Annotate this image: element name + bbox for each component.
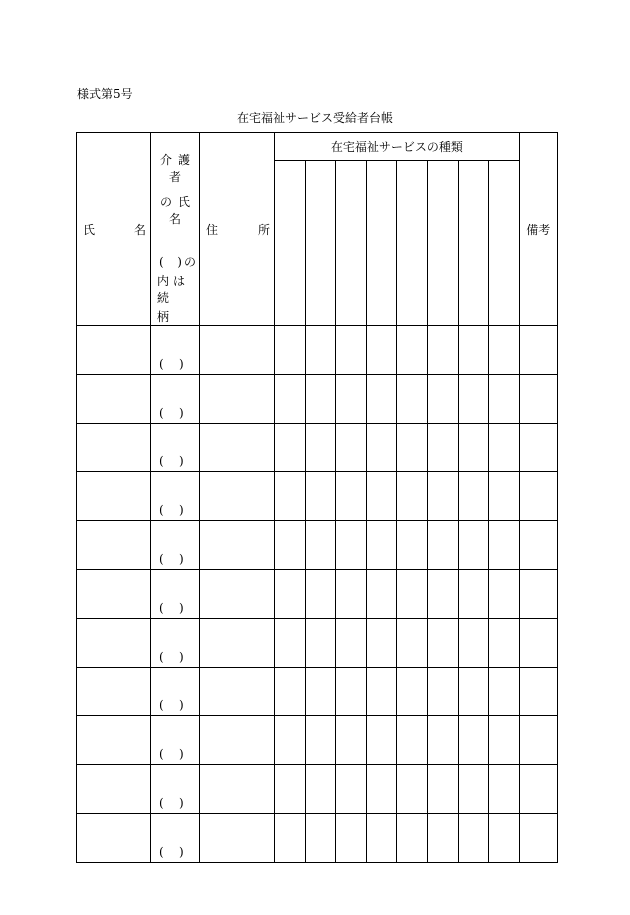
caregiver-header-line-1: 介護者 xyxy=(159,153,196,184)
remarks-cell[interactable] xyxy=(519,765,557,814)
name-cell[interactable] xyxy=(77,667,151,716)
service-cell[interactable] xyxy=(427,374,458,423)
service-cell[interactable] xyxy=(458,765,489,814)
caregiver-cell[interactable] xyxy=(151,618,200,667)
address-cell[interactable] xyxy=(200,521,275,570)
service-type-cell xyxy=(336,161,367,326)
relationship-parentheses: ( ) xyxy=(159,698,184,713)
service-cell[interactable] xyxy=(458,423,489,472)
remarks-header: 備考 xyxy=(519,133,557,326)
service-cell[interactable] xyxy=(305,423,336,472)
service-cell[interactable] xyxy=(397,765,428,814)
service-cell[interactable] xyxy=(397,813,428,862)
remarks-cell[interactable] xyxy=(519,326,557,375)
caregiver-header-line-2: の氏名 xyxy=(159,195,196,226)
service-cell[interactable] xyxy=(275,618,306,667)
caregiver-cell[interactable] xyxy=(151,521,200,570)
service-cell[interactable] xyxy=(366,618,397,667)
remarks-cell[interactable] xyxy=(519,472,557,521)
service-cell[interactable] xyxy=(489,374,520,423)
service-cell[interactable] xyxy=(305,716,336,765)
name-cell[interactable] xyxy=(77,521,151,570)
service-cell[interactable] xyxy=(427,521,458,570)
service-cell[interactable] xyxy=(458,813,489,862)
service-cell[interactable] xyxy=(397,569,428,618)
name-cell[interactable] xyxy=(77,716,151,765)
address-header-char-1: 住 xyxy=(206,222,219,237)
service-cell[interactable] xyxy=(458,716,489,765)
service-cell[interactable] xyxy=(489,326,520,375)
service-cell[interactable] xyxy=(336,618,367,667)
table-row xyxy=(77,618,558,667)
address-cell[interactable] xyxy=(200,569,275,618)
service-cell[interactable] xyxy=(305,667,336,716)
service-cell[interactable] xyxy=(275,326,306,375)
address-cell[interactable] xyxy=(200,326,275,375)
caregiver-header-line-4: 内は続 xyxy=(157,274,190,305)
relationship-parentheses: ( ) xyxy=(159,503,184,518)
remarks-cell[interactable] xyxy=(519,716,557,765)
service-cell[interactable] xyxy=(275,716,306,765)
service-cell[interactable] xyxy=(427,813,458,862)
service-cell[interactable] xyxy=(489,618,520,667)
service-cell[interactable] xyxy=(305,374,336,423)
relationship-parentheses: ( ) xyxy=(159,795,184,810)
service-cell[interactable] xyxy=(397,667,428,716)
relationship-parentheses: ( ) xyxy=(159,454,184,469)
caregiver-cell[interactable] xyxy=(151,569,200,618)
service-cell[interactable] xyxy=(427,472,458,521)
remarks-cell[interactable] xyxy=(519,813,557,862)
address-header xyxy=(200,133,275,326)
address-cell[interactable] xyxy=(200,472,275,521)
service-cell[interactable] xyxy=(458,569,489,618)
service-cell[interactable] xyxy=(275,521,306,570)
name-header-char-1: 氏 xyxy=(83,222,96,237)
service-cell[interactable] xyxy=(366,667,397,716)
service-cell[interactable] xyxy=(275,423,306,472)
relationship-parentheses: ( ) xyxy=(159,747,184,762)
service-type-cell xyxy=(397,161,428,326)
service-cell[interactable] xyxy=(427,765,458,814)
table-row xyxy=(77,326,558,375)
remarks-cell[interactable] xyxy=(519,667,557,716)
service-cell[interactable] xyxy=(305,569,336,618)
remarks-cell[interactable] xyxy=(519,618,557,667)
caregiver-cell[interactable] xyxy=(151,716,200,765)
caregiver-header xyxy=(151,133,200,326)
service-cell[interactable] xyxy=(366,716,397,765)
service-type-cell xyxy=(366,161,397,326)
service-cell[interactable] xyxy=(489,667,520,716)
table-row xyxy=(77,716,558,765)
name-header-char-2: 名 xyxy=(133,222,146,237)
table-row xyxy=(77,813,558,862)
service-cell[interactable] xyxy=(305,765,336,814)
address-cell[interactable] xyxy=(200,618,275,667)
service-cell[interactable] xyxy=(275,472,306,521)
service-cell[interactable] xyxy=(427,618,458,667)
service-cell[interactable] xyxy=(366,521,397,570)
address-header-char-2: 所 xyxy=(257,222,270,237)
caregiver-header-line-3: ( )の xyxy=(159,255,198,269)
form-number: 様式第5号 xyxy=(77,87,133,101)
service-cell[interactable] xyxy=(366,472,397,521)
name-cell[interactable] xyxy=(77,472,151,521)
name-cell[interactable] xyxy=(77,374,151,423)
service-cell[interactable] xyxy=(336,813,367,862)
name-cell[interactable] xyxy=(77,618,151,667)
service-cell[interactable] xyxy=(336,472,367,521)
address-cell[interactable] xyxy=(200,813,275,862)
service-type-cell xyxy=(275,161,306,326)
caregiver-cell[interactable] xyxy=(151,667,200,716)
service-cell[interactable] xyxy=(489,569,520,618)
table-row xyxy=(77,667,558,716)
service-types-header: 在宅福祉サービスの種類 xyxy=(275,133,520,161)
service-cell[interactable] xyxy=(366,423,397,472)
service-cell[interactable] xyxy=(366,569,397,618)
caregiver-cell[interactable] xyxy=(151,374,200,423)
service-cell[interactable] xyxy=(397,521,428,570)
table-row xyxy=(77,374,558,423)
service-cell[interactable] xyxy=(427,716,458,765)
service-cell[interactable] xyxy=(397,472,428,521)
address-cell[interactable] xyxy=(200,765,275,814)
service-type-cell xyxy=(305,161,336,326)
service-cell[interactable] xyxy=(275,813,306,862)
name-cell[interactable] xyxy=(77,813,151,862)
relationship-parentheses: ( ) xyxy=(159,649,184,664)
service-cell[interactable] xyxy=(336,374,367,423)
service-cell[interactable] xyxy=(458,374,489,423)
caregiver-header-line-5: 柄 xyxy=(157,310,176,324)
form-title: 在宅福祉サービス受給者台帳 xyxy=(236,111,393,125)
remarks-cell[interactable] xyxy=(519,423,557,472)
service-type-cell xyxy=(458,161,489,326)
caregiver-cell[interactable] xyxy=(151,326,200,375)
service-cell[interactable] xyxy=(458,618,489,667)
caregiver-cell[interactable] xyxy=(151,472,200,521)
service-cell[interactable] xyxy=(397,716,428,765)
address-cell[interactable] xyxy=(200,667,275,716)
service-cell[interactable] xyxy=(458,667,489,716)
address-cell[interactable] xyxy=(200,716,275,765)
name-header xyxy=(77,133,151,326)
service-cell[interactable] xyxy=(489,716,520,765)
caregiver-cell[interactable] xyxy=(151,813,200,862)
service-type-cell xyxy=(427,161,458,326)
service-cell[interactable] xyxy=(275,765,306,814)
service-cell[interactable] xyxy=(336,423,367,472)
register-table xyxy=(76,132,558,863)
address-cell[interactable] xyxy=(200,423,275,472)
service-cell[interactable] xyxy=(336,521,367,570)
service-cell[interactable] xyxy=(336,667,367,716)
name-cell[interactable] xyxy=(77,765,151,814)
service-cell[interactable] xyxy=(489,813,520,862)
relationship-parentheses: ( ) xyxy=(159,600,184,615)
service-cell[interactable] xyxy=(397,326,428,375)
table-row xyxy=(77,472,558,521)
service-cell[interactable] xyxy=(489,765,520,814)
service-cell[interactable] xyxy=(305,813,336,862)
relationship-parentheses: ( ) xyxy=(159,551,184,566)
service-cell[interactable] xyxy=(336,716,367,765)
service-cell[interactable] xyxy=(427,569,458,618)
name-cell[interactable] xyxy=(77,423,151,472)
service-cell[interactable] xyxy=(275,569,306,618)
service-cell[interactable] xyxy=(427,423,458,472)
table-row xyxy=(77,569,558,618)
remarks-cell[interactable] xyxy=(519,569,557,618)
service-cell[interactable] xyxy=(275,374,306,423)
service-cell[interactable] xyxy=(305,326,336,375)
service-cell[interactable] xyxy=(458,521,489,570)
service-cell[interactable] xyxy=(366,765,397,814)
name-cell[interactable] xyxy=(77,326,151,375)
service-cell[interactable] xyxy=(489,472,520,521)
relationship-parentheses: ( ) xyxy=(159,356,184,371)
service-type-cell xyxy=(489,161,520,326)
service-cell[interactable] xyxy=(397,618,428,667)
service-cell[interactable] xyxy=(427,326,458,375)
service-cell[interactable] xyxy=(397,423,428,472)
service-cell[interactable] xyxy=(427,667,458,716)
service-cell[interactable] xyxy=(336,569,367,618)
table-row xyxy=(77,521,558,570)
caregiver-cell[interactable] xyxy=(151,423,200,472)
relationship-parentheses: ( ) xyxy=(159,405,184,420)
service-cell[interactable] xyxy=(489,423,520,472)
service-cell[interactable] xyxy=(489,521,520,570)
register-body xyxy=(77,326,558,863)
service-cell[interactable] xyxy=(366,813,397,862)
service-cell[interactable] xyxy=(305,472,336,521)
relationship-parentheses: ( ) xyxy=(159,844,184,859)
service-cell[interactable] xyxy=(336,326,367,375)
remarks-cell[interactable] xyxy=(519,374,557,423)
service-cell[interactable] xyxy=(366,326,397,375)
table-row xyxy=(77,765,558,814)
service-cell[interactable] xyxy=(366,374,397,423)
address-cell[interactable] xyxy=(200,374,275,423)
caregiver-cell[interactable] xyxy=(151,765,200,814)
service-cell[interactable] xyxy=(458,472,489,521)
service-cell[interactable] xyxy=(336,765,367,814)
name-cell[interactable] xyxy=(77,569,151,618)
table-row xyxy=(77,423,558,472)
remarks-cell[interactable] xyxy=(519,521,557,570)
service-cell[interactable] xyxy=(275,667,306,716)
service-cell[interactable] xyxy=(305,521,336,570)
service-cell[interactable] xyxy=(305,618,336,667)
service-cell[interactable] xyxy=(458,326,489,375)
service-cell[interactable] xyxy=(397,374,428,423)
